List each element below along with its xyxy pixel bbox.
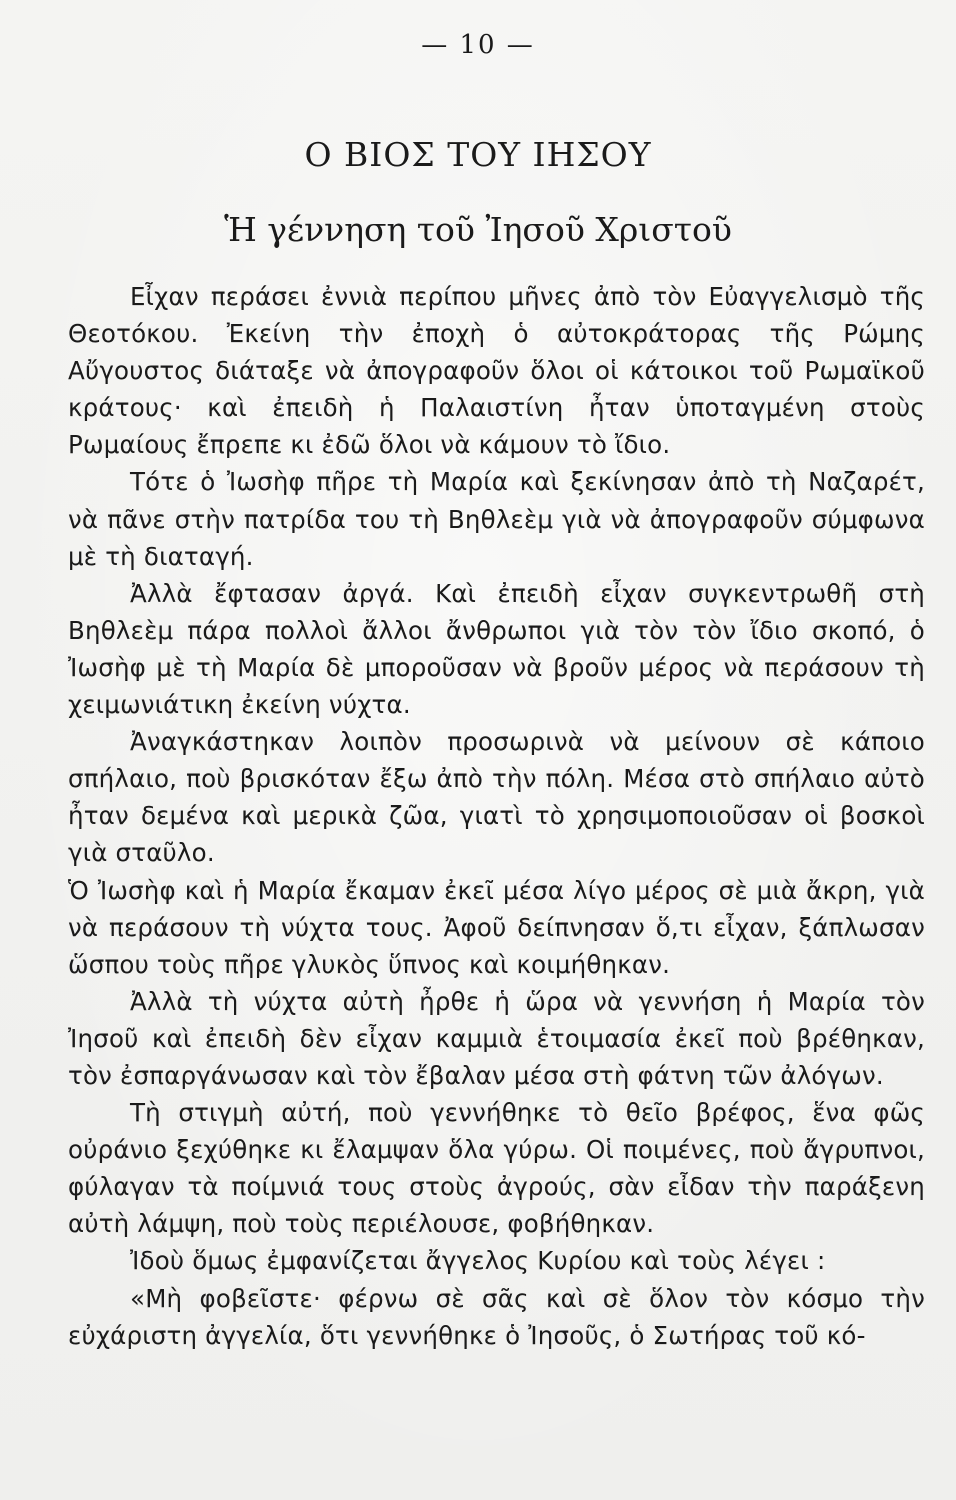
- paragraph-6: Ἀλλὰ τὴ νύχτα αὐτὴ ἦρθε ἡ ὥρα νὰ γεννήση ἡ Μαρία τὸν Ἰησοῦ καὶ ἐπειδὴ δὲν εἶχαν καμμιὰ ἑτοιμασία ἐκεῖ ποὺ βρέθηκαν, τὸν ἐσπαργάνωσαν καὶ τὸν ἔβαλαν μέσα στὴ φάτνη τῶν ἀλόγων.: [68, 986, 925, 1090]
- page-number: — 10 —: [421, 30, 535, 60]
- paragraph-2: Τότε ὁ Ἰωσὴφ πῆρε τὴ Μαρία καὶ ξεκίνησαν ἀπὸ τὴ Ναζαρέτ, νὰ πᾶνε στὴν πατρίδα του τὴ Βηθλεὲμ γιὰ νὰ ἀπογραφοῦν σύμφωνα μὲ τὴ διαταγή.: [68, 467, 925, 571]
- paragraph-8: Ἰδοὺ ὅμως ἐμφανίζεται ἄγγελος Κυρίου καὶ τοὺς λέγει :: [130, 1246, 826, 1276]
- paragraph-9: «Μὴ φοβεῖστε· φέρνω σὲ σᾶς καὶ σὲ ὅλον τὸν κόσμο τὴν εὐχάριστη ἀγγελία, ὅτι γεννήθηκε ὁ Ἰησοῦς, ὁ Σωτήρας τοῦ κό-: [68, 1283, 925, 1350]
- paragraph-5: Ὁ Ἰωσὴφ καὶ ἡ Μαρία ἔκαμαν ἐκεῖ μέσα λίγο μέρος σὲ μιὰ ἄκρη, γιὰ νὰ περάσουν τὴ νύχτα τους. Ἀφοῦ δείπνησαν ὅ,τι εἶχαν, ξάπλωσαν ὥσπου τοὺς πῆρε γλυκὸς ὕπνος καὶ κοιμήθηκαν.: [68, 875, 925, 979]
- paragraph-4: Ἀναγκάστηκαν λοιπὸν προσωρινὰ νὰ μείνουν σὲ κάποιο σπήλαιο, ποὺ βρισκόταν ἔξω ἀπὸ τὴν πόλη. Μέσα στὸ σπήλαιο αὐτὸ ἦταν δεμένα καὶ μερικὰ ζῶα, γιατὶ τὸ χρησιμοποιοῦσαν οἱ βοσκοὶ γιὰ σταῦλο.: [68, 727, 925, 868]
- body-text: [68, 278, 925, 1354]
- paragraph-7: Τὴ στιγμὴ αὐτή, ποὺ γεννήθηκε τὸ θεῖο βρέφος, ἕνα φῶς οὐράνιο ξεχύθηκε κι ἔλαμψαν ὅλα γύρω. Οἱ ποιμένες, ποὺ ἄγρυπνοι, φύλαγαν τὰ ποίμνιά τους στοὺς ἀγρούς, σὰν εἶδαν τὴν παράξενη αὐτὴ λάμψη, ποὺ τοὺς περιέλουσε, φοβήθηκαν.: [68, 1098, 925, 1239]
- paragraph-3: Ἀλλὰ ἔφτασαν ἀργά. Καὶ ἐπειδὴ εἶχαν συγκεντρωθῆ στὴ Βηθλεὲμ πάρα πολλοὶ ἄλλοι ἄνθρωποι γιὰ τὸν τὸν ἴδιο σκοπό, ὁ Ἰωσὴφ μὲ τὴ Μαρία δὲ μποροῦσαν νὰ βροῦν μέρος νὰ περάσουν τὴ χειμωνιάτικη ἐκείνη νύχτα.: [68, 578, 925, 720]
- chapter-title: Ἡ γέννηση τοῦ Ἰησοῦ Χριστοῦ: [224, 210, 732, 249]
- paragraph-1: Εἶχαν περάσει ἐννιὰ περίπου μῆνες ἀπὸ τὸν Εὐαγγελισμὸ τῆς Θεοτόκου. Ἐκείνη τὴν ἐποχὴ ὁ αὐτοκράτορας τῆς Ρώμης Αὔγουστος διάταξε νὰ ἀπογραφοῦν ὅλοι οἱ κάτοικοι τοῦ Ρωμαϊκοῦ κράτους· καὶ ἐπειδὴ ἡ Παλαιστίνη ἦταν ὑποταγμένη στοὺς Ρωμαίους ἔπρεπε κι ἐδῶ ὅλοι νὰ κάμουν τὸ ἴδιο.: [68, 282, 925, 460]
- section-title: Ο ΒΙΟΣ ΤΟΥ ΙΗΣΟΥ: [304, 135, 652, 174]
